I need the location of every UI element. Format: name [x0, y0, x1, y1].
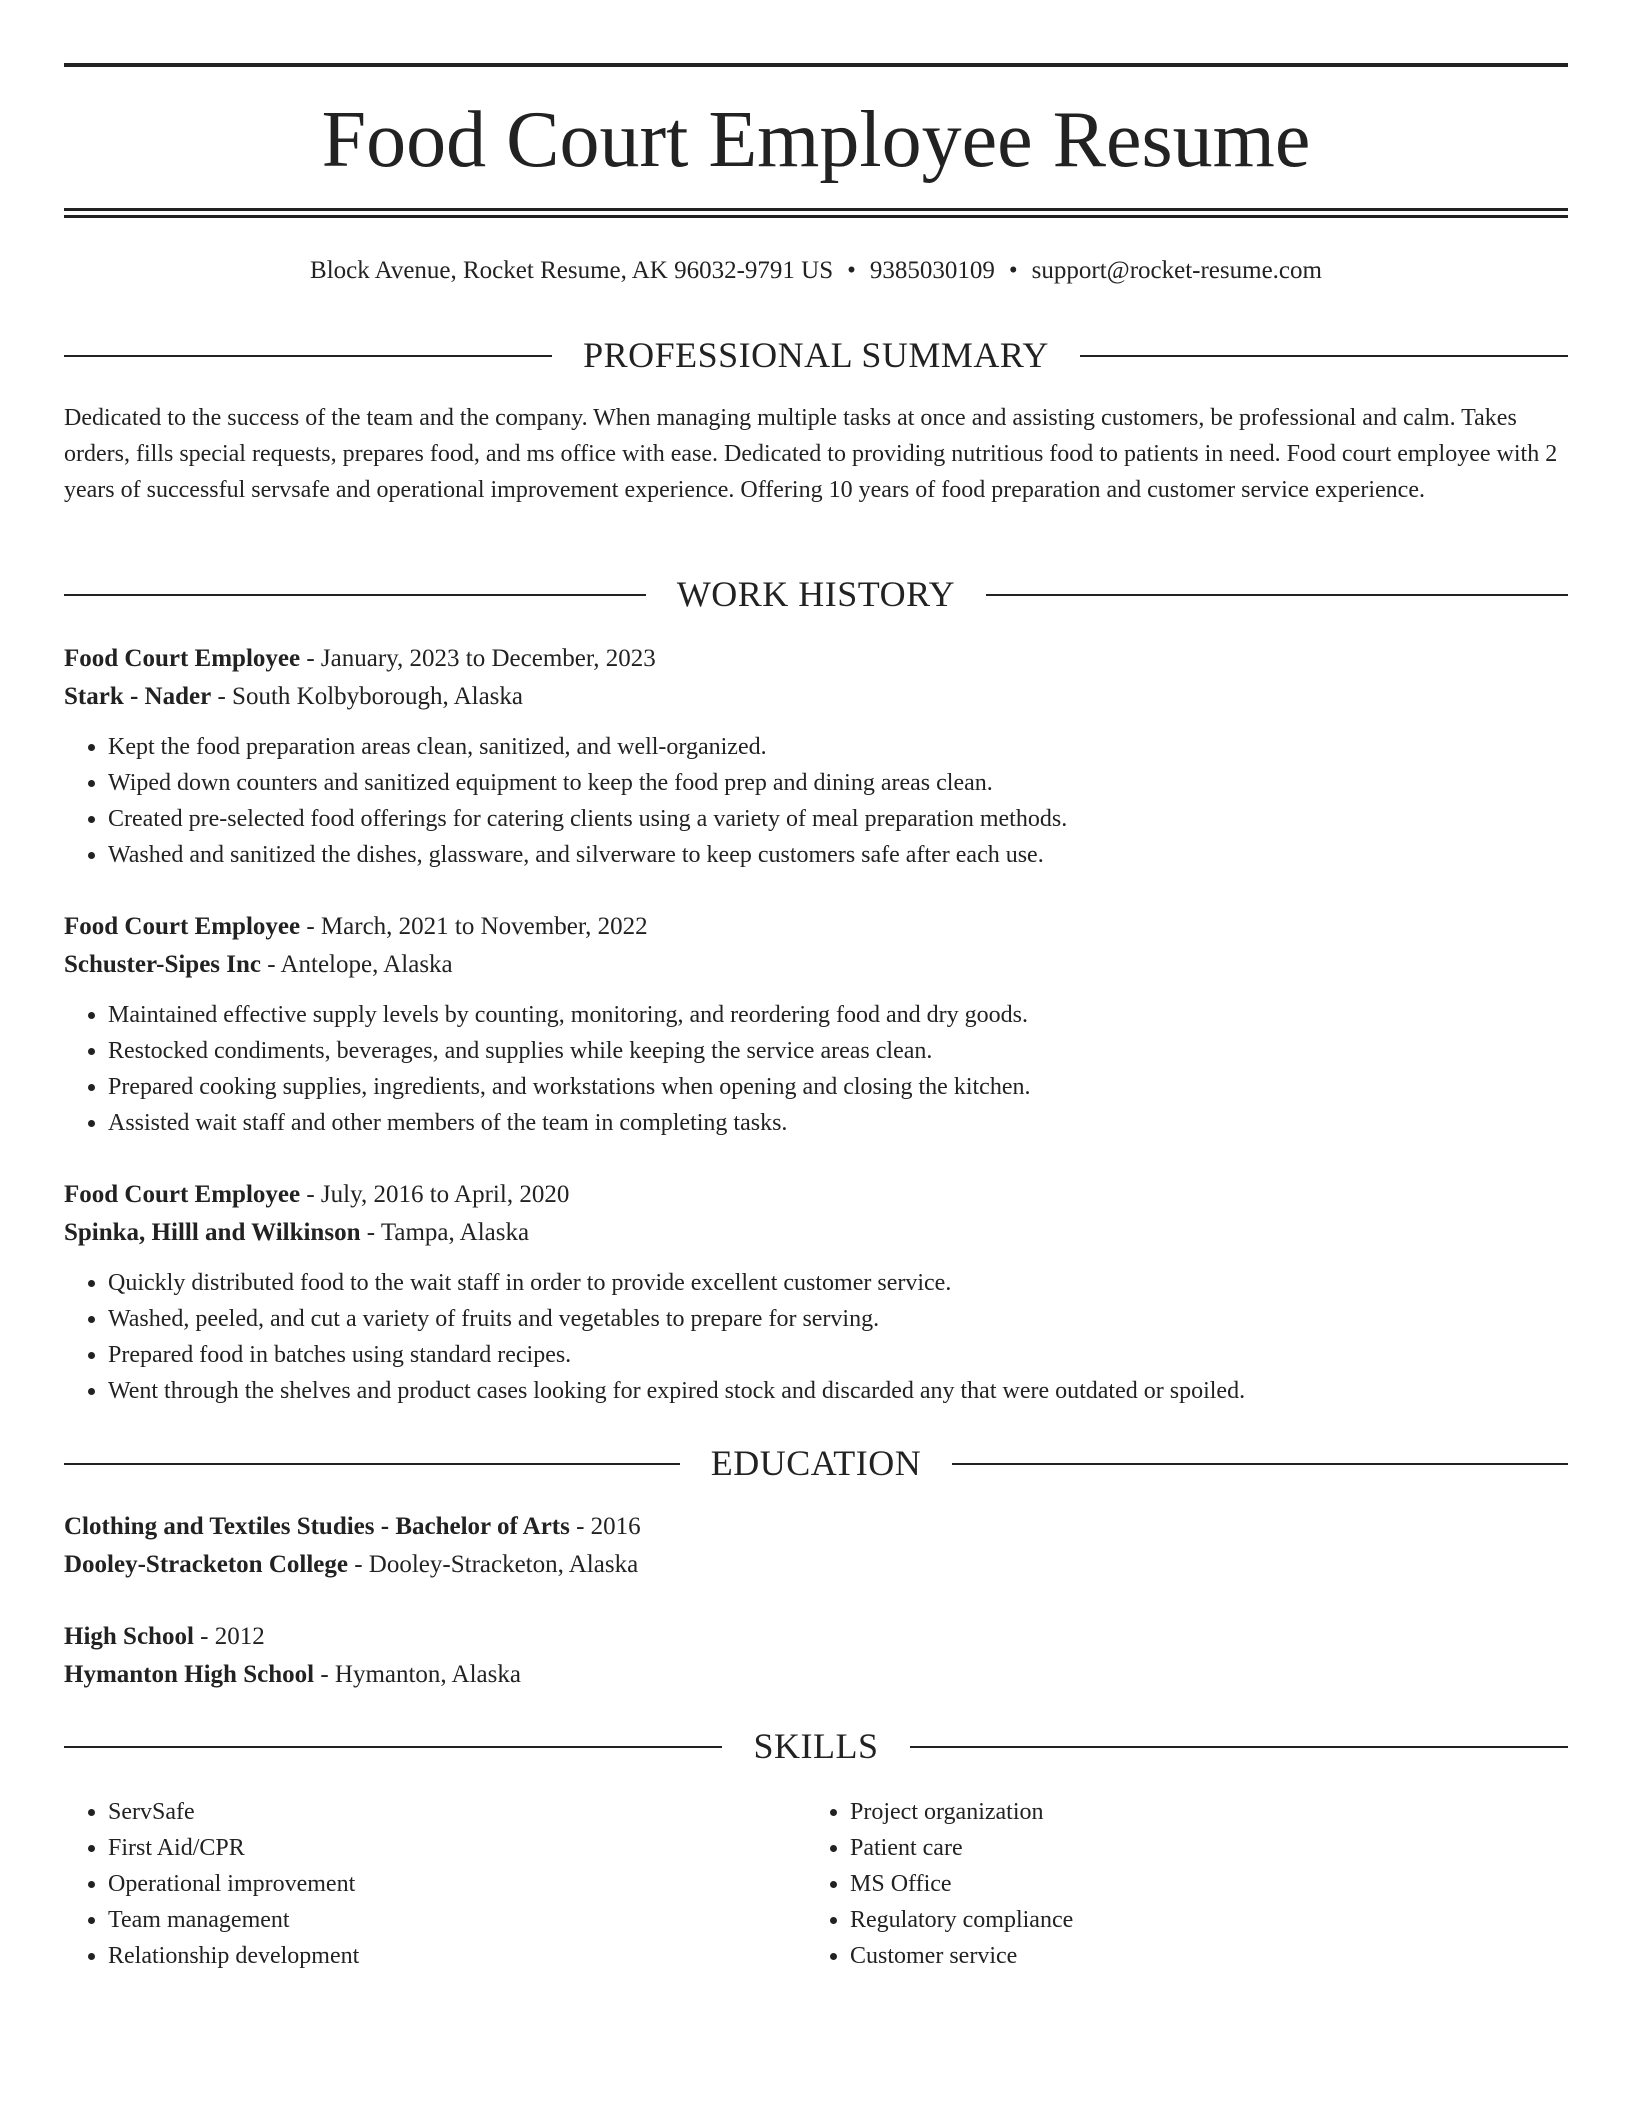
skill-item: • Operational improvement — [108, 1866, 806, 1902]
skills-column-left — [64, 1794, 806, 1974]
skill-item: • Customer service — [850, 1938, 1548, 1974]
section-header-work — [64, 574, 1568, 614]
resume-title: Food Court Employee Resume — [321, 96, 1311, 184]
job-title-line — [64, 640, 1568, 678]
education-school: Hymanton High School — [64, 1661, 315, 1688]
job-bullet: • Kept the food preparation areas clean, sanitized, and well-organized. — [108, 729, 1568, 765]
summary-paragraph: Dedicated to the success of the team and the company. When managing multiple tasks at once and assisting customers, be professional and calm. Takes orders, fills special requests, prepares food, and ms office with ease. Dedicated to providing nutritious food to patients in need. Food court employee with 2 years of successful servsafe and operational improvement experience. Offering 10 years of food preparation and customer service experience. — [64, 405, 1558, 503]
skill-item: • Project organization — [850, 1794, 1548, 1830]
education-degree: Clothing and Textiles Studies - Bachelor of Arts — [64, 1513, 570, 1540]
job-title-line — [64, 1176, 1568, 1214]
job-company: Spinka, Hilll and Wilkinson — [64, 1219, 361, 1246]
job-location: - South Kolbyborough, Alaska — [211, 683, 524, 710]
skill-item: • Team management — [108, 1902, 806, 1938]
title-double-rule — [64, 208, 1568, 218]
top-rule — [64, 63, 1568, 67]
job-bullet: • Went through the shelves and product cases looking for expired stock and discarded any that were outdated or spoiled. — [108, 1373, 1568, 1409]
job-bullet: • Washed, peeled, and cut a variety of fruits and vegetables to prepare for serving. — [108, 1301, 1568, 1337]
job-title: Food Court Employee — [64, 1181, 301, 1208]
job-entry — [64, 908, 1568, 1141]
job-dates: - July, 2016 to April, 2020 — [300, 1181, 570, 1208]
job-location: - Tampa, Alaska — [360, 1219, 530, 1246]
skill-item: • Patient care — [850, 1830, 1548, 1866]
contact-separator: • — [1008, 257, 1018, 284]
job-bullet: • Assisted wait staff and other members of the team in completing tasks. — [108, 1105, 1568, 1141]
job-bullet: • Restocked condiments, beverages, and supplies while keeping the service areas clean. — [108, 1033, 1568, 1069]
education-entry — [64, 1508, 1568, 1584]
job-title: Food Court Employee — [64, 645, 301, 672]
job-title-line — [64, 908, 1568, 946]
skill-item: • ServSafe — [108, 1794, 806, 1830]
job-bullet: • Wiped down counters and sanitized equipment to keep the food prep and dining areas clean. — [108, 765, 1568, 801]
education-year: - 2012 — [193, 1623, 265, 1650]
section-header-education — [64, 1443, 1568, 1483]
skill-item: • MS Office — [850, 1866, 1548, 1902]
section-title-work: WORK HISTORY — [676, 574, 956, 614]
contact-line — [64, 253, 1568, 289]
job-bullet: • Quickly distributed food to the wait staff in order to provide excellent customer service. — [108, 1265, 1568, 1301]
section-header-skills — [64, 1726, 1568, 1766]
education-school-line — [64, 1546, 1568, 1584]
job-bullet: • Prepared food in batches using standard recipes. — [108, 1337, 1568, 1373]
skill-item: • First Aid/CPR — [108, 1830, 806, 1866]
job-company: Schuster-Sipes Inc — [64, 951, 262, 978]
job-entry — [64, 1176, 1568, 1409]
education-school: Dooley-Stracketon College — [64, 1551, 348, 1578]
education-entry — [64, 1618, 1568, 1694]
education-degree: High School — [64, 1623, 194, 1650]
education-location: - Hymanton, Alaska — [314, 1661, 521, 1688]
section-header-summary — [64, 335, 1568, 375]
job-bullet: • Created pre-selected food offerings for catering clients using a variety of meal preparation methods. — [108, 801, 1568, 837]
section-title-summary: PROFESSIONAL SUMMARY — [583, 335, 1049, 375]
skills-list — [64, 1794, 1568, 1974]
job-company-line — [64, 946, 1568, 984]
job-bullets — [64, 997, 1568, 1141]
contact-email: support@rocket-resume.com — [1031, 257, 1322, 284]
contact-separator: • — [847, 257, 856, 284]
section-title-skills: SKILLS — [753, 1726, 879, 1766]
job-bullets — [64, 729, 1568, 873]
education-location: - Dooley-Stracketon, Alaska — [347, 1551, 639, 1578]
contact-phone: 9385030109 — [869, 257, 995, 284]
job-bullet: • Maintained effective supply levels by counting, monitoring, and reordering food and dry goods. — [108, 997, 1568, 1033]
education-year: - 2016 — [569, 1513, 641, 1540]
job-entry — [64, 640, 1568, 873]
job-bullet: • Washed and sanitized the dishes, glassware, and silverware to keep customers safe after each use. — [108, 837, 1568, 873]
job-bullet: • Prepared cooking supplies, ingredients, and workstations when opening and closing the kitchen. — [108, 1069, 1568, 1105]
contact-address: Block Avenue, Rocket Resume, AK 96032-9791 US — [310, 257, 834, 284]
job-company-line — [64, 1214, 1568, 1252]
education-degree-line — [64, 1618, 1568, 1656]
job-location: - Antelope, Alaska — [261, 951, 453, 978]
job-dates: - January, 2023 to December, 2023 — [300, 645, 656, 672]
job-bullets — [64, 1265, 1568, 1409]
section-title-education: EDUCATION — [710, 1443, 922, 1483]
job-company: Stark - Nader — [64, 683, 212, 710]
skill-item: • Regulatory compliance — [850, 1902, 1548, 1938]
job-company-line — [64, 678, 1568, 716]
skill-item: • Relationship development — [108, 1938, 806, 1974]
job-dates: - March, 2021 to November, 2022 — [300, 913, 648, 940]
education-degree-line — [64, 1508, 1568, 1546]
education-school-line — [64, 1656, 1568, 1694]
skills-column-right — [806, 1794, 1548, 1974]
job-title: Food Court Employee — [64, 913, 301, 940]
